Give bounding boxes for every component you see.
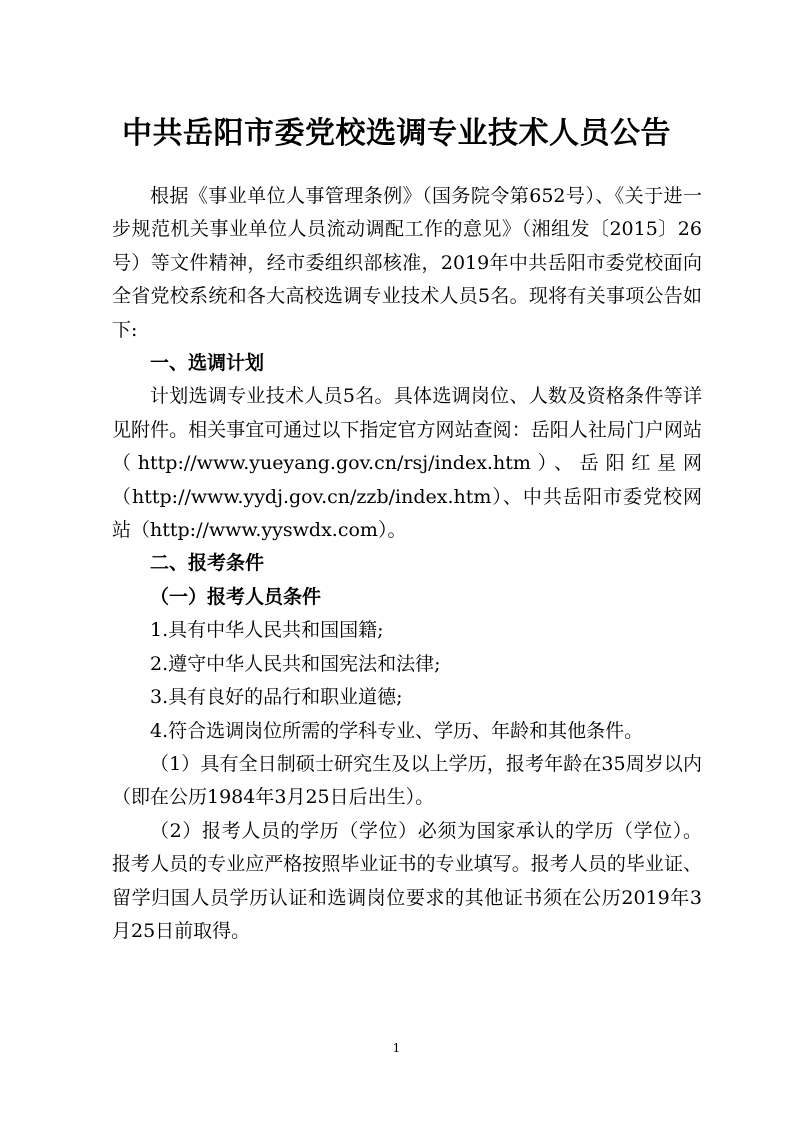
document-body [112,180,702,948]
section-heading-conditions: 二、报考条件 [150,552,265,575]
page-number: 1 [392,1041,401,1055]
plan-paragraph: 计划选调专业技术人员5名。具体选调岗位、人数及资格条件等详见附件。相关事宜可通过以下指定官方网站查阅：岳阳人社局门户网站（http://www.yueyang.gov.cn/rsj/index.htm）、岳阳红星网（http://www.yydj.gov.cn/zzb/index.htm）、中共岳阳市委党校网站（http://www.yyswdx.com）。 [112,385,702,542]
condition-item-4-1: （1）具有全日制硕士研究生及以上学历，报考年龄在35周岁以内（即在公历1984年3月25日后出生）。 [112,752,702,809]
intro-paragraph: 根据《事业单位人事管理条例》（国务院令第652号）、《关于进一步规范机关事业单位人员流动调配工作的意见》（湘组发〔2015〕26号）等文件精神，经市委组织部核准，2019年中共岳阳市委党校面向全省党校系统和各大高校选调专业技术人员5名。现将有关事项公告如下: [112,185,702,341]
document-title: 中共岳阳市委党校选调专业技术人员公告 [122,116,671,151]
subsection-heading-applicant-conditions: （一）报考人员条件 [150,585,322,608]
condition-item-4: 4.符合选调岗位所需的学科专业、学历、年龄和其他条件。 [150,719,644,742]
condition-item-3: 3.具有良好的品行和职业道德; [150,686,403,709]
condition-item-4-2: （2）报考人员的学历（学位）必须为国家承认的学历（学位）。报考人员的专业应严格按照毕业证书的专业填写。报考人员的毕业证、留学归国人员学历认证和选调岗位要求的其他证书须在公历2019年3月25日前取得。 [112,819,702,942]
condition-item-2: 2.遵守中华人民共和国宪法和法律; [150,652,441,675]
section-heading-plan: 一、选调计划 [150,352,265,375]
condition-item-1: 1.具有中华人民共和国国籍; [150,619,384,642]
